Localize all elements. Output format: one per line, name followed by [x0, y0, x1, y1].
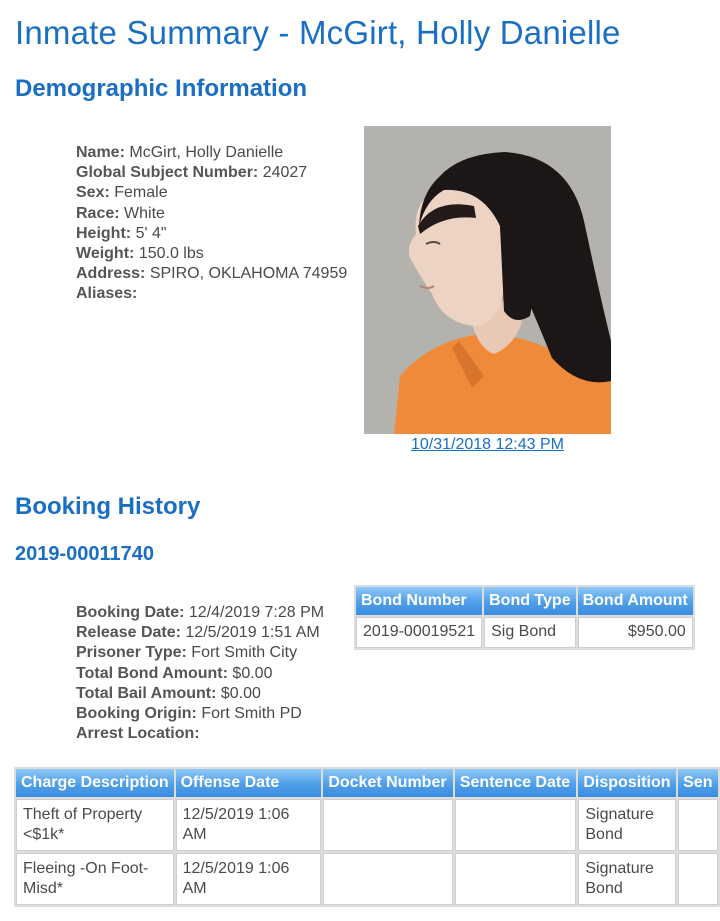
table-row — [16, 799, 718, 851]
booking-number: 2019-00011740 — [15, 543, 155, 565]
field-booking-date: Booking Date: 12/4/2019 7:28 PM — [76, 604, 325, 621]
sentence-date-cell — [455, 799, 577, 851]
column-header-bond-amount[interactable]: Bond Amount — [578, 587, 693, 615]
bond-number-cell: 2019-00019521 — [356, 617, 482, 648]
field-release-date: Release Date: 12/5/2019 1:51 AM — [76, 624, 320, 642]
offense-date-cell: 12/5/2019 1:06 AM — [176, 853, 322, 905]
table-row — [16, 853, 718, 905]
column-header-offense-date[interactable]: Offense Date — [176, 769, 322, 797]
column-header-sen[interactable]: Sen — [678, 769, 718, 797]
field-name: Name: McGirt, Holly Danielle — [76, 144, 284, 161]
bond-amount-cell: $950.00 — [578, 617, 693, 648]
booking-fields — [76, 603, 324, 744]
sen-cell — [678, 799, 718, 851]
field-global-subject-number: Global Subject Number: 24027 — [76, 164, 308, 182]
field-race: Race: White — [76, 204, 165, 222]
demographics-fields — [76, 143, 347, 305]
demographics-heading: Demographic Information — [15, 75, 308, 102]
bond-table — [354, 585, 695, 650]
bond-table-header — [356, 587, 693, 615]
charge-description-cell: Fleeing -On Foot-Misd* — [16, 853, 174, 905]
column-header-bond-number[interactable]: Bond Number — [356, 587, 482, 615]
charge-table-header — [16, 769, 718, 797]
field-booking-origin: Booking Origin: Fort Smith PD — [76, 705, 302, 723]
field-total-bail-amount: Total Bail Amount: $0.00 — [76, 684, 261, 702]
charge-table — [14, 767, 720, 907]
column-header-sentence-date[interactable]: Sentence Date — [455, 769, 577, 797]
column-header-disposition[interactable]: Disposition — [578, 769, 676, 797]
photo-date-link[interactable]: 10/31/2018 12:43 PM — [410, 436, 564, 453]
disposition-cell: Signature Bond — [578, 853, 676, 905]
field-total-bond-amount: Total Bond Amount: $0.00 — [76, 664, 273, 682]
charge-description-cell: Theft of Property <$1k* — [16, 799, 174, 851]
field-aliases: Aliases: — [76, 285, 138, 303]
disposition-cell: Signature Bond — [578, 799, 676, 851]
sen-cell — [678, 853, 718, 905]
bond-type-cell: Sig Bond — [484, 617, 575, 648]
field-height: Height: 5' 4" — [76, 224, 167, 242]
field-sex: Sex: Female — [76, 184, 168, 202]
sentence-date-cell — [455, 853, 577, 905]
offense-date-cell: 12/5/2019 1:06 AM — [176, 799, 322, 851]
docket-number-cell — [323, 853, 453, 905]
table-row — [356, 617, 693, 648]
booking-history-heading: Booking History — [15, 493, 201, 520]
column-header-bond-type[interactable]: Bond Type — [484, 587, 575, 615]
page-title: Inmate Summary - McGirt, Holly Danielle — [15, 14, 621, 51]
field-prisoner-type: Prisoner Type: Fort Smith City — [76, 644, 298, 662]
column-header-charge-description[interactable]: Charge Description — [16, 769, 174, 797]
field-address: Address: SPIRO, OKLAHOMA 74959 — [76, 265, 348, 283]
mugshot-container — [364, 126, 611, 454]
mugshot-photo[interactable] — [364, 126, 611, 434]
docket-number-cell — [323, 799, 453, 851]
column-header-docket-number[interactable]: Docket Number — [323, 769, 453, 797]
field-weight: Weight: 150.0 lbs — [76, 245, 204, 263]
field-arrest-location: Arrest Location: — [76, 725, 200, 743]
